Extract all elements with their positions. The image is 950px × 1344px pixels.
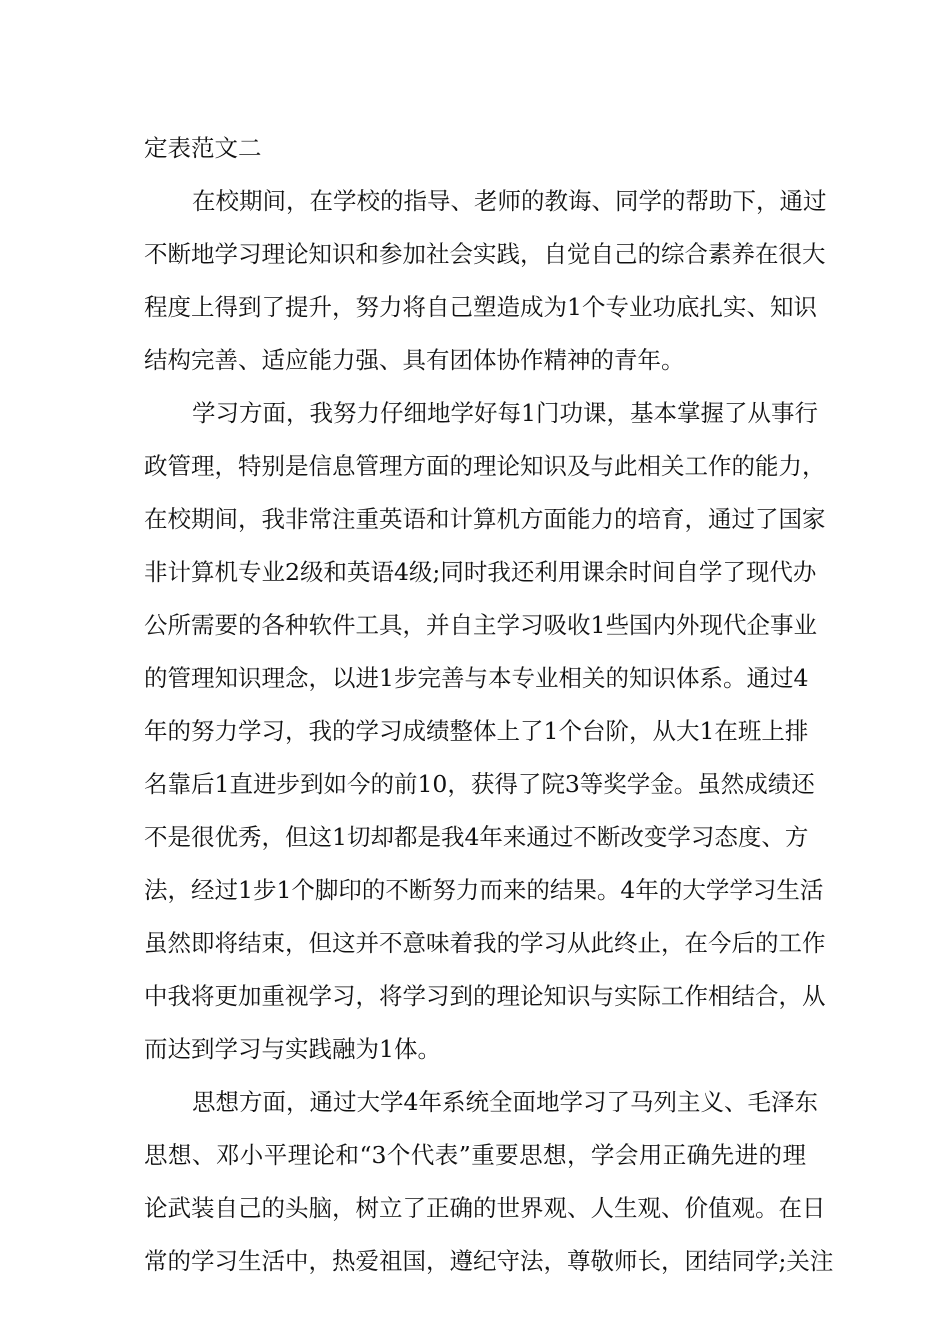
paragraph-2-line-9: 不是很优秀，但这1切却都是我4年来通过不断改变学习态度、方 <box>144 823 809 851</box>
paragraph-2-line-12: 中我将更加重视学习，将学习到的理论知识与实际工作相结合，从 <box>144 982 826 1010</box>
document-heading: 定表范文二 <box>144 134 262 162</box>
paragraph-2-line-7: 年的努力学习，我的学习成绩整体上了1个台阶，从大1在班上排 <box>144 717 809 745</box>
paragraph-2-line-10: 法，经过1步1个脚印的不断努力而来的结果。4年的大学学习生活 <box>144 876 824 904</box>
paragraph-2-line-2: 政管理，特别是信息管理方面的理论知识及与此相关工作的能力， <box>144 452 826 480</box>
paragraph-3-line-3: 论武装自己的头脑，树立了正确的世界观、人生观、价值观。在日 <box>144 1194 826 1222</box>
paragraph-2-line-11: 虽然即将结束，但这并不意味着我的学习从此终止，在今后的工作 <box>144 929 826 957</box>
paragraph-3-line-1: 思想方面，通过大学4年系统全面地学习了马列主义、毛泽东 <box>192 1088 818 1116</box>
paragraph-3-line-4: 常的学习生活中，热爱祖国，遵纪守法，尊敬师长，团结同学;关注 <box>144 1247 834 1275</box>
paragraph-1-line-4: 结构完善、适应能力强、具有团体协作精神的青年。 <box>144 346 685 374</box>
paragraph-1-line-2: 不断地学习理论知识和参加社会实践，自觉自己的综合素养在很大 <box>144 240 826 268</box>
paragraph-3-line-2: 思想、邓小平理论和“3个代表”重要思想，学会用正确先进的理 <box>144 1141 806 1169</box>
paragraph-2-line-8: 名靠后1直进步到如今的前10，获得了院3等奖学金。虽然成绩还 <box>144 770 815 798</box>
paragraph-2-line-4: 非计算机专业2级和英语4级;同时我还利用课余时间自学了现代办 <box>144 558 817 586</box>
paragraph-2-line-1: 学习方面，我努力仔细地学好每1门功课，基本掌握了从事行 <box>192 399 818 427</box>
paragraph-2-line-6: 的管理知识理念，以进1步完善与本专业相关的知识体系。通过4 <box>144 664 809 692</box>
paragraph-2-line-13: 而达到学习与实践融为1体。 <box>144 1035 441 1063</box>
paragraph-2-line-5: 公所需要的各种软件工具，并自主学习吸收1些国内外现代企事业 <box>144 611 817 639</box>
paragraph-1-line-3: 程度上得到了提升，努力将自己塑造成为1个专业功底扎实、知识 <box>144 293 817 321</box>
paragraph-1-line-1: 在校期间，在学校的指导、老师的教诲、同学的帮助下，通过 <box>192 187 827 215</box>
paragraph-2-line-3: 在校期间，我非常注重英语和计算机方面能力的培育，通过了国家 <box>144 505 826 533</box>
